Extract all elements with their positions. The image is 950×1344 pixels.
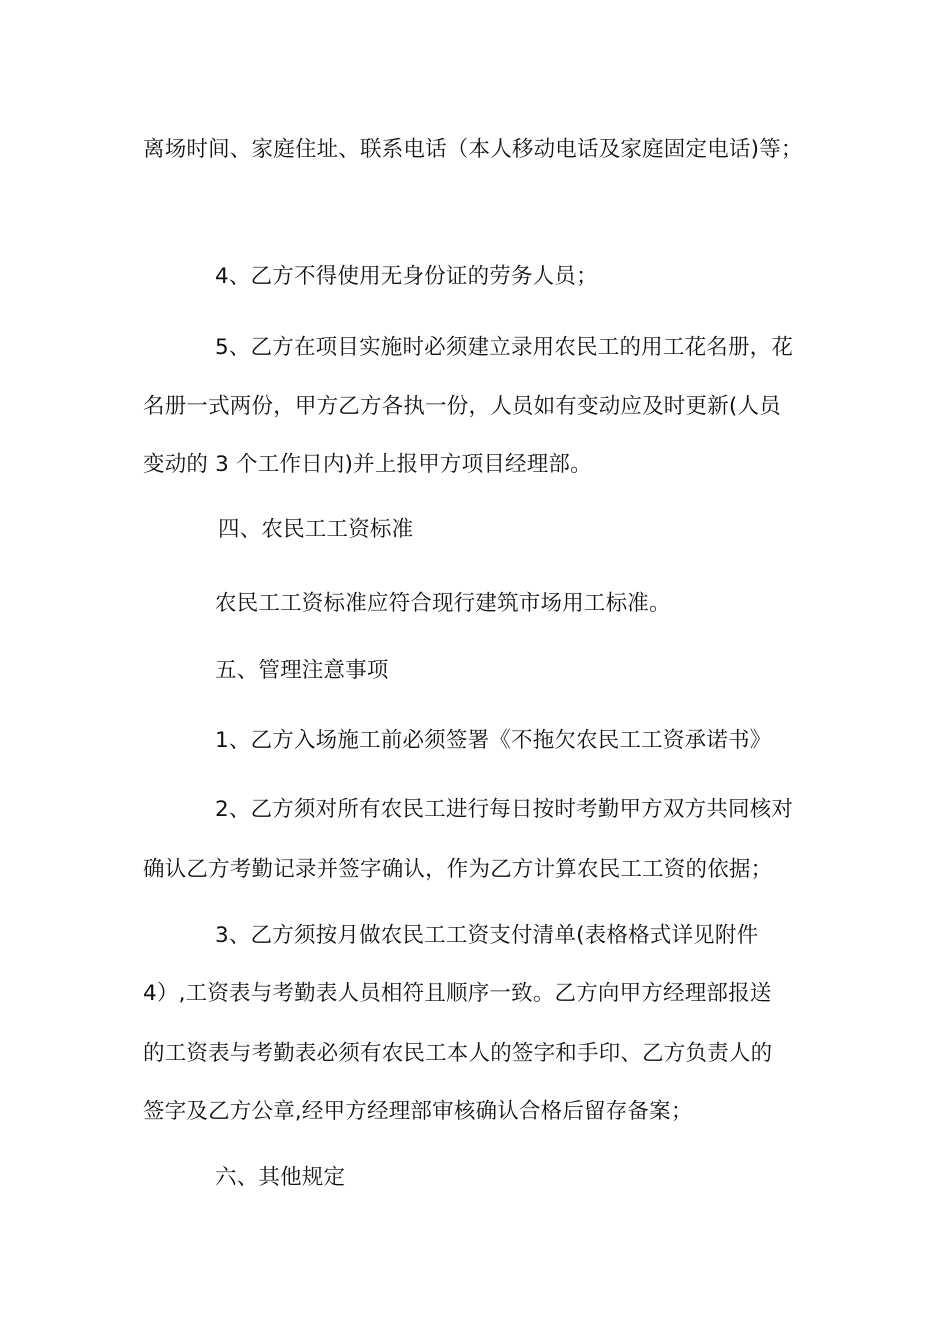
paragraph-line: 农民工工资标准应符合现行建筑市场用工标准。 — [215, 591, 671, 616]
paragraph-line: 变动的 3 个工作日内)并上报甲方项目经理部。 — [143, 452, 592, 477]
paragraph-line: 的工资表与考勤表必须有农民工本人的签字和手印、乙方负责人的 — [143, 1041, 773, 1066]
paragraph-line: 名册一式两份，甲方乙方各执一份，人员如有变动应及时更新(人员 — [143, 394, 781, 419]
paragraph-line: 3、乙方须按月做农民工工资支付清单(表格格式详见附件 — [215, 923, 759, 948]
paragraph-line: 签字及乙方公章,经甲方经理部审核确认合格后留存备案； — [143, 1099, 693, 1124]
paragraph-line: 2、乙方须对所有农民工进行每日按时考勤甲方双方共同核对 — [215, 797, 794, 822]
paragraph-line: 1、乙方入场施工前必须签署《不拖欠农民工工资承诺书》 — [215, 728, 772, 753]
paragraph-line: 5、乙方在项目实施时必须建立录用农民工的用工花名册，花 — [215, 335, 794, 360]
section-heading: 六、其他规定 — [215, 1165, 346, 1190]
paragraph-line: 离场时间、家庭住址、联系电话（本人移动电话及家庭固定电话)等； — [143, 137, 803, 162]
section-heading: 五、管理注意事项 — [215, 658, 389, 683]
section-heading: 四、农民工工资标准 — [218, 517, 414, 542]
paragraph-line: 确认乙方考勤记录并签字确认，作为乙方计算农民工工资的依据； — [143, 857, 773, 882]
paragraph-line: 4）,工资表与考勤表人员相符且顺序一致。乙方向甲方经理部报送 — [143, 981, 772, 1006]
paragraph-line: 4、乙方不得使用无身份证的劳务人员； — [215, 264, 598, 289]
